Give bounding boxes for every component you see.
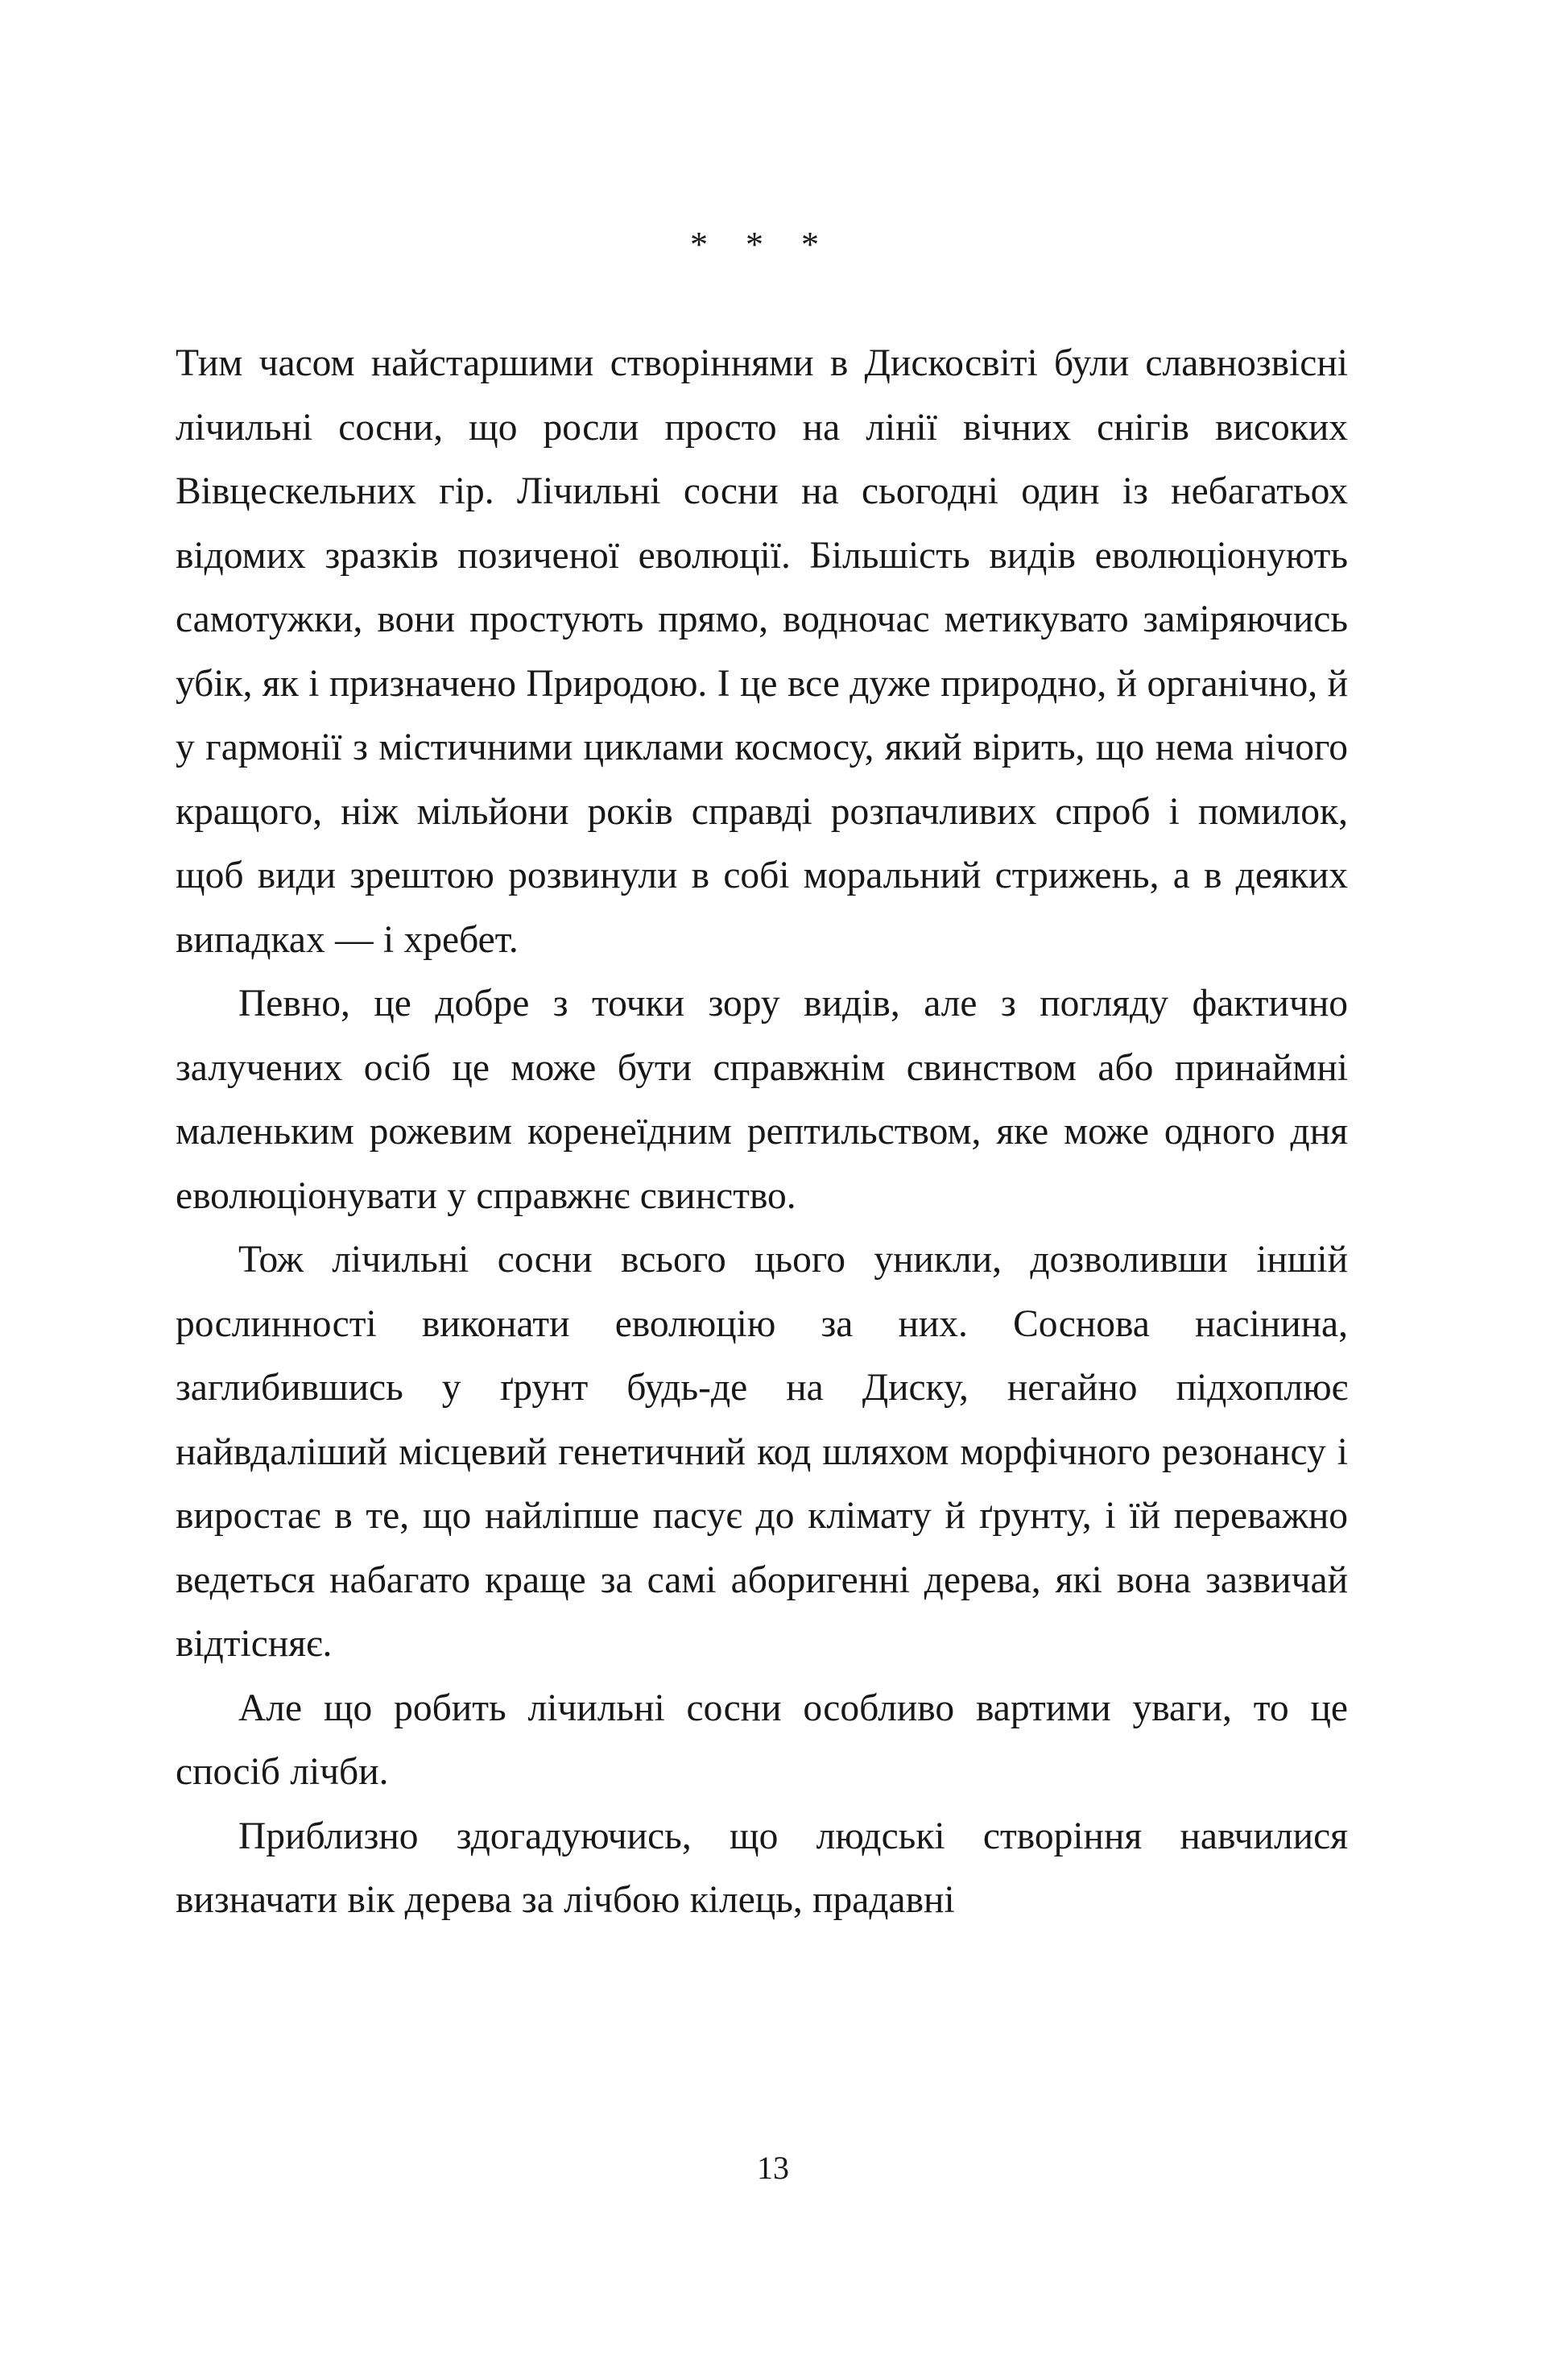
paragraph: Приблизно здогадуючись, що людські створіння навчилися визначати вік дерева за лічбою кілець, прадавні — [176, 1815, 1348, 1921]
paragraph: Певно, це добре з точки зору видів, але з погляду фактично залучених осіб це може бути справжнім свинством або принаймні маленьким рожевим коренеїдним рептильством, яке може одного дня еволюціонувати у справжнє свинство. — [176, 983, 1348, 1217]
paragraph: Тож лічильні сосни всього цього уникли, дозволивши іншій рослинності виконати еволюцію за них. Соснова насінина, заглибившись у ґрунт будь-де на Диску, негайно підхоплює найвдаліший місцевий генетичний код шляхом морфічного резонансу і виростає в те, що найліпше пасує до клімату й ґрунту, і їй переважно ведеться набагато краще за самі аборигенні дерева, які вона зазвичай відтісняє. — [176, 1239, 1348, 1665]
page-number: 13 — [757, 2150, 789, 2186]
page-content — [176, 0, 1348, 1933]
paragraph: Але що робить лічильні сосни особливо вартими уваги, то це спосіб лічби. — [176, 1687, 1348, 1793]
paragraph: Тим часом найстаршими створіннями в Дискосвіті були славнозвісні лічильні сосни, що росли просто на лінії вічних снігів високих Вівцескельних гір. Лічильні сосни на сьогодні один із небагатьох відомих зразків позиченої еволюції. Більшість видів еволюціонують самотужки, вони простують прямо, водночас метикувато заміряючись убік, як і призначено Природою. І це все дуже природно, й органічно, й у гармонії з містичними циклами космосу, який вірить, що нема нічого кращого, ніж мільйони років справді розпачливих спроб і помилок, щоб види зрештою розвинули в собі моральний стрижень, а в деяких випадках — і хребет. — [176, 342, 1348, 961]
scene-break-separator: * * * — [690, 225, 833, 264]
